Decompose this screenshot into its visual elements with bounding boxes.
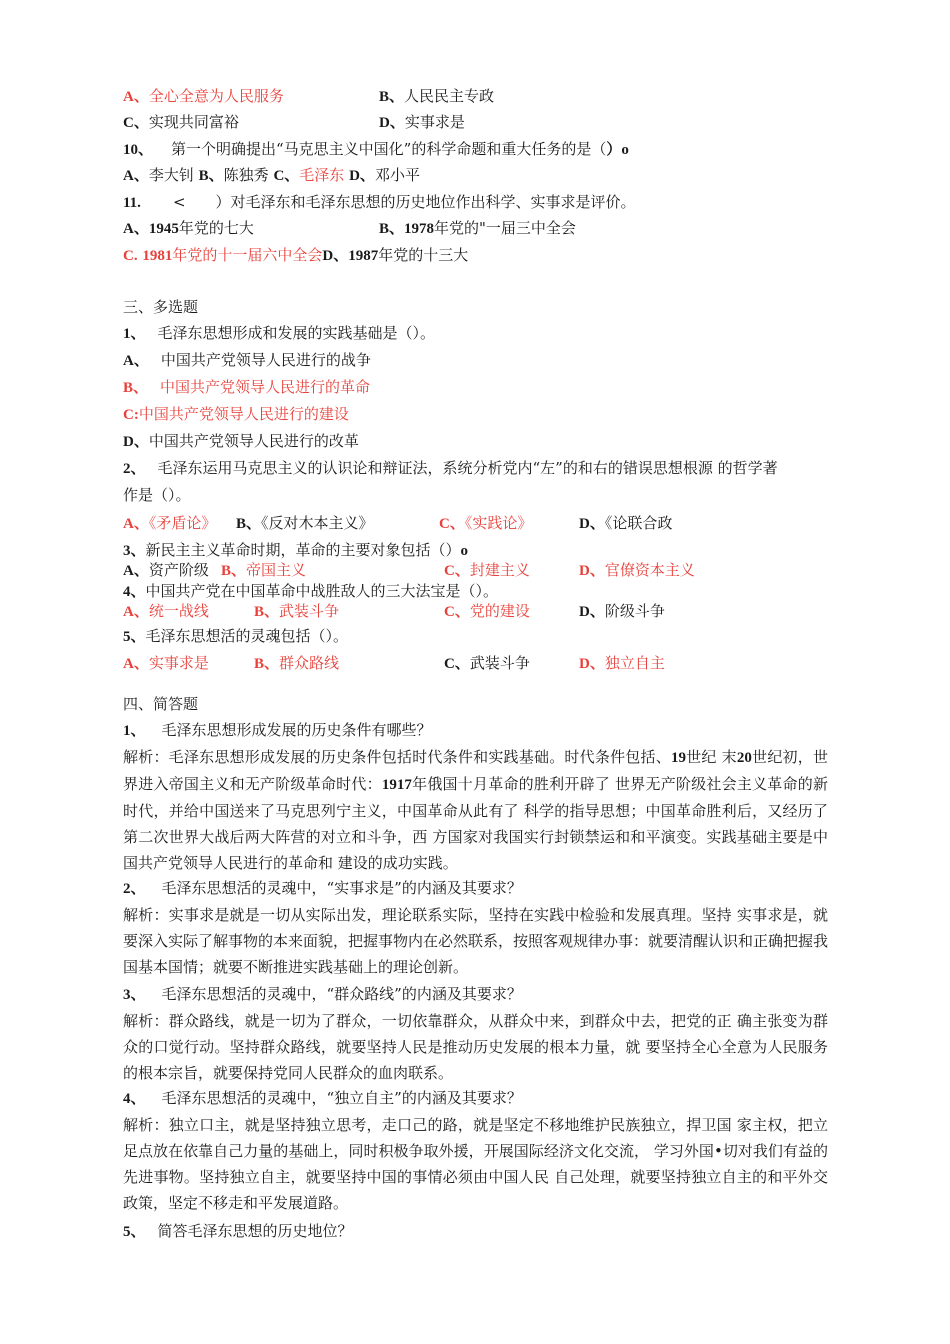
mc-q1-option-c: C:中国共产党领导人民进行的建设 <box>123 405 349 423</box>
q10-options: A、李大钊 B、陈独秀 C、毛泽东 D、邓小平 <box>123 166 420 184</box>
mc-q4-option-b: B、武装斗争 <box>254 602 340 620</box>
sa-q1-question: 1、 毛泽东思想形成发展的历史条件有哪些？ <box>123 721 432 739</box>
mc-q4-option-c: C、党的建设 <box>444 602 530 620</box>
mc-q4-option-d: D、阶级斗争 <box>579 602 665 620</box>
mc-q2-option-c: C、《实践论》 <box>439 514 533 532</box>
q9-option-c: C、实现共同富裕 <box>123 113 239 131</box>
mc-q5-option-b: B、群众路线 <box>254 654 340 672</box>
mc-q2-option-b: B、《反对木本主义》 <box>236 514 374 532</box>
q11-options-row2: C. 1981年党的十一届六中全会D、1987年党的十三大 <box>123 246 469 264</box>
mc-q5-option-d: D、独立自主 <box>579 654 665 672</box>
mc-q3-option-a: A、资产阶级 <box>123 561 209 579</box>
q10-stem: 10、 第一个明确提出“马克思主义中国化”的科学命题和重大任务的是（）o <box>123 140 629 158</box>
mc-q3-stem: 3、新民主主义革命时期，革命的主要对象包括（）o <box>123 541 469 559</box>
sa-q5-question: 5、 简答毛泽东思想的历史地位？ <box>123 1222 353 1240</box>
mc-q1-option-a: A、 中国共产党领导人民进行的战争 <box>123 351 371 369</box>
mc-q2-stem-cont: 作是（）。 <box>123 486 191 504</box>
q11-option-a: A、1945年党的七大 <box>123 219 254 237</box>
mc-q1-option-d: D、中国共产党领导人民进行的改革 <box>123 432 359 450</box>
mc-q5-option-a: A、实事求是 <box>123 654 209 672</box>
mc-q5-stem: 5、毛泽东思想活的灵魂包括（）。 <box>123 627 349 645</box>
sa-q3-question: 3、 毛泽东思想活的灵魂中，“群众路线”的内涵及其要求？ <box>123 985 522 1003</box>
q9-option-a: A、全心全意为人民服务 <box>123 87 284 105</box>
mc-q4-option-a: A、统一战线 <box>123 602 209 620</box>
mc-q5-option-c: C、武装斗争 <box>444 654 530 672</box>
q11-option-b: B、1978年党的"一届三中全会 <box>379 219 576 237</box>
mc-q3-option-c: C、封建主义 <box>444 561 530 579</box>
sa-q4-question: 4、 毛泽东思想活的灵魂中，“独立自主”的内涵及其要求？ <box>123 1089 522 1107</box>
mc-q1-option-b: B、 中国共产党领导人民进行的革命 <box>123 378 371 396</box>
mc-q2-stem: 2、 毛泽东运用马克思主义的认识论和辩证法，系统分析党内“左”的和右的错误思想根源 的哲学著 <box>123 459 778 477</box>
sa-q2-question: 2、 毛泽东思想活的灵魂中，“实事求是”的内涵及其要求？ <box>123 879 522 897</box>
mc-q2-option-a: A、《矛盾论》 <box>123 514 217 532</box>
sa-q2-answer: 解析：实事求是就是一切从实际出发，理论联系实际，坚持在实践中检验和发展真理。坚持 实事求是，就要深入实际了解事物的本来面貌，把握事物内在必然联系，按照客观规律办事：就要清醒认识和正确把握我国基本国情；就要不断推进实践基础上的理论创新。 <box>123 906 829 976</box>
short-answer-heading: 四、简答题 <box>123 695 199 713</box>
q9-option-b: B、人民民主专政 <box>379 87 495 105</box>
mc-q3-option-b: B、帝国主义 <box>221 561 307 579</box>
mc-q2-option-d: D、《论联合政 <box>579 514 673 532</box>
q9-option-d: D、实事求是 <box>379 113 465 131</box>
sa-q3-answer: 解析：群众路线，就是一切为了群众，一切依靠群众，从群众中来，到群众中去，把党的正 确主张变为群众的口觉行动。坚持群众路线，就要坚持人民是推动历史发展的根本力量，就 要坚持全心全意为人民服务的根本宗旨，就要保持党同人民群众的血肉联系。 <box>123 1012 828 1082</box>
mc-q1-stem: 1、 毛泽东思想形成和发展的实践基础是（）。 <box>123 324 436 342</box>
sa-q1-answer: 解析：毛泽东思想形成发展的历史条件包括时代条件和实践基础。时代条件包括、19世纪 末20世纪初，世界进入帝国主义和无产阶级革命时代：1917年俄国十月革命的胜利开辟了 世界无产阶级社会主义革命的新时代，并给中国送来了马克思列宁主义，中国革命从此有了 科学的指导思想；中国革命胜利后，又经历了第二次世界大战后两大阵营的对立和斗争，西 方国家对我国实行封锁禁运和和平演变。实践基础主要是中国共产党领导人民进行的革命和 建设的成功实践。 <box>123 748 828 872</box>
q11-stem: 11. < ）对毛泽东和毛泽东思想的历史地位作出科学、实事求是评价。 <box>123 193 636 211</box>
mc-q4-stem: 4、中国共产党在中国革命中战胜敌人的三大法宝是（）。 <box>123 582 499 600</box>
sa-q4-answer: 解析：独立口主，就是坚持独立思考，走口己的路，就是坚定不移地维护民族独立，捍卫国 家主权，把立足点放在依靠自己力量的基础上，同时积极争取外援，开展国际经济文化交流， 学习外国•切对我们有益的先进事物。坚持独立自主，就要坚持中国的事情必须由中国人民 自己处理，就要坚持独立自主的和平外交政策，坚定不移走和平发展道路。 <box>123 1116 828 1212</box>
mc-q3-option-d: D、官僚资本主义 <box>579 561 695 579</box>
multi-choice-heading: 三、多选题 <box>123 298 199 316</box>
